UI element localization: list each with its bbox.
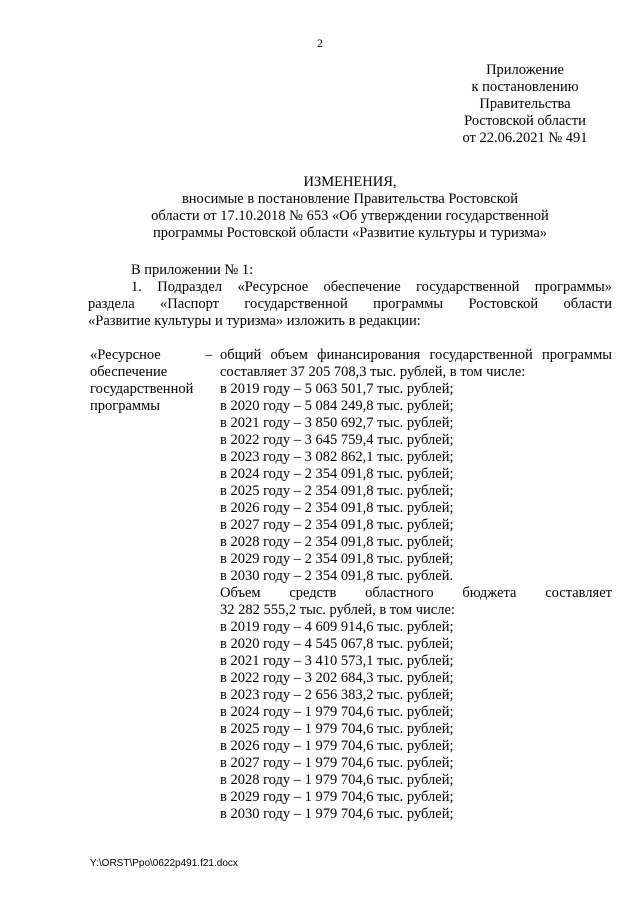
- appendix-block: [420, 62, 630, 147]
- year-line: в 2020 году – 5 084 249,8 тыс. рублей;: [220, 398, 454, 414]
- year-line: в 2027 году – 2 354 091,8 тыс. рублей;: [220, 517, 454, 533]
- financing-details: [220, 347, 612, 823]
- year-line: в 2028 году – 1 979 704,6 тыс. рублей;: [220, 772, 454, 788]
- intro-paragraph: [88, 262, 612, 330]
- page-number: 2: [317, 36, 323, 50]
- appendix-line: Ростовской области: [464, 113, 586, 129]
- appendix-line: Приложение: [486, 62, 564, 78]
- year-line: в 2030 году – 2 354 091,8 тыс. рублей.: [220, 568, 454, 584]
- resource-label: [90, 347, 205, 415]
- year-line: в 2024 году – 2 354 091,8 тыс. рублей;: [220, 466, 454, 482]
- subtitle-line: вносимые в постановление Правительства Ростовской: [181, 191, 519, 207]
- intro-line: раздела «Паспорт государственной программы Ростовской области: [88, 296, 612, 312]
- label-line: программы: [90, 398, 160, 414]
- appendix-line: к постановлению: [471, 79, 579, 95]
- year-line: в 2030 году – 1 979 704,6 тыс. рублей;: [220, 806, 454, 822]
- year-line: в 2029 году – 1 979 704,6 тыс. рублей;: [220, 789, 454, 805]
- year-line: в 2022 году – 3 645 759,4 тыс. рублей;: [220, 432, 454, 448]
- dash-separator: –: [205, 347, 213, 363]
- year-line: в 2026 году – 1 979 704,6 тыс. рублей;: [220, 738, 454, 754]
- year-line: в 2022 году – 3 202 684,3 тыс. рублей;: [220, 670, 454, 686]
- year-line: в 2019 году – 4 609 914,6 тыс. рублей;: [220, 619, 454, 635]
- year-line: в 2023 году – 3 082 862,1 тыс. рублей;: [220, 449, 454, 465]
- year-line: в 2019 году – 5 063 501,7 тыс. рублей;: [220, 381, 454, 397]
- regional-line: 32 282 555,2 тыс. рублей, в том числе:: [220, 602, 455, 618]
- subtitle-line: программы Ростовской области «Развитие культуры и туризма»: [152, 225, 548, 241]
- year-line: в 2021 году – 3 410 573,1 тыс. рублей;: [220, 653, 454, 669]
- year-line: в 2025 году – 1 979 704,6 тыс. рублей;: [220, 721, 454, 737]
- intro-line: «Развитие культуры и туризма» изложить в редакции:: [88, 313, 421, 329]
- year-line: в 2023 году – 2 656 383,2 тыс. рублей;: [220, 687, 454, 703]
- regional-years-list: [220, 619, 612, 823]
- year-line: в 2026 году – 2 354 091,8 тыс. рублей;: [220, 500, 454, 516]
- total-years-list: [220, 381, 612, 585]
- appendix-line: от 22.06.2021 № 491: [462, 130, 588, 146]
- year-line: в 2027 году – 1 979 704,6 тыс. рублей;: [220, 755, 454, 771]
- year-line: в 2029 году – 2 354 091,8 тыс. рублей;: [220, 551, 454, 567]
- total-line: общий объем финансирования государственной программы: [220, 347, 612, 363]
- intro-line: 1. Подраздел «Ресурсное обеспечение государственной программы»: [131, 279, 612, 295]
- intro-line: В приложении № 1:: [131, 262, 254, 278]
- year-line: в 2024 году – 1 979 704,6 тыс. рублей;: [220, 704, 454, 720]
- label-line: обеспечение: [90, 364, 168, 380]
- year-line: в 2028 году – 2 354 091,8 тыс. рублей;: [220, 534, 454, 550]
- year-line: в 2020 году – 4 545 067,8 тыс. рублей;: [220, 636, 454, 652]
- document-title: ИЗМЕНЕНИЯ,: [303, 174, 397, 190]
- appendix-line: Правительства: [479, 96, 571, 112]
- regional-line: Объем средств областного бюджета составляет: [220, 585, 612, 601]
- label-line: «Ресурсное: [90, 347, 161, 363]
- file-path-footer: Y:\ORST\Ppo\0622p491.f21.docx: [90, 858, 238, 869]
- subtitle-line: области от 17.10.2018 № 653 «Об утверждении государственной: [151, 208, 549, 224]
- title-block: [88, 174, 612, 242]
- label-line: государственной: [90, 381, 194, 397]
- year-line: в 2021 году – 3 850 692,7 тыс. рублей;: [220, 415, 454, 431]
- year-line: в 2025 году – 2 354 091,8 тыс. рублей;: [220, 483, 454, 499]
- total-line: составляет 37 205 708,3 тыс. рублей, в том числе:: [220, 364, 526, 380]
